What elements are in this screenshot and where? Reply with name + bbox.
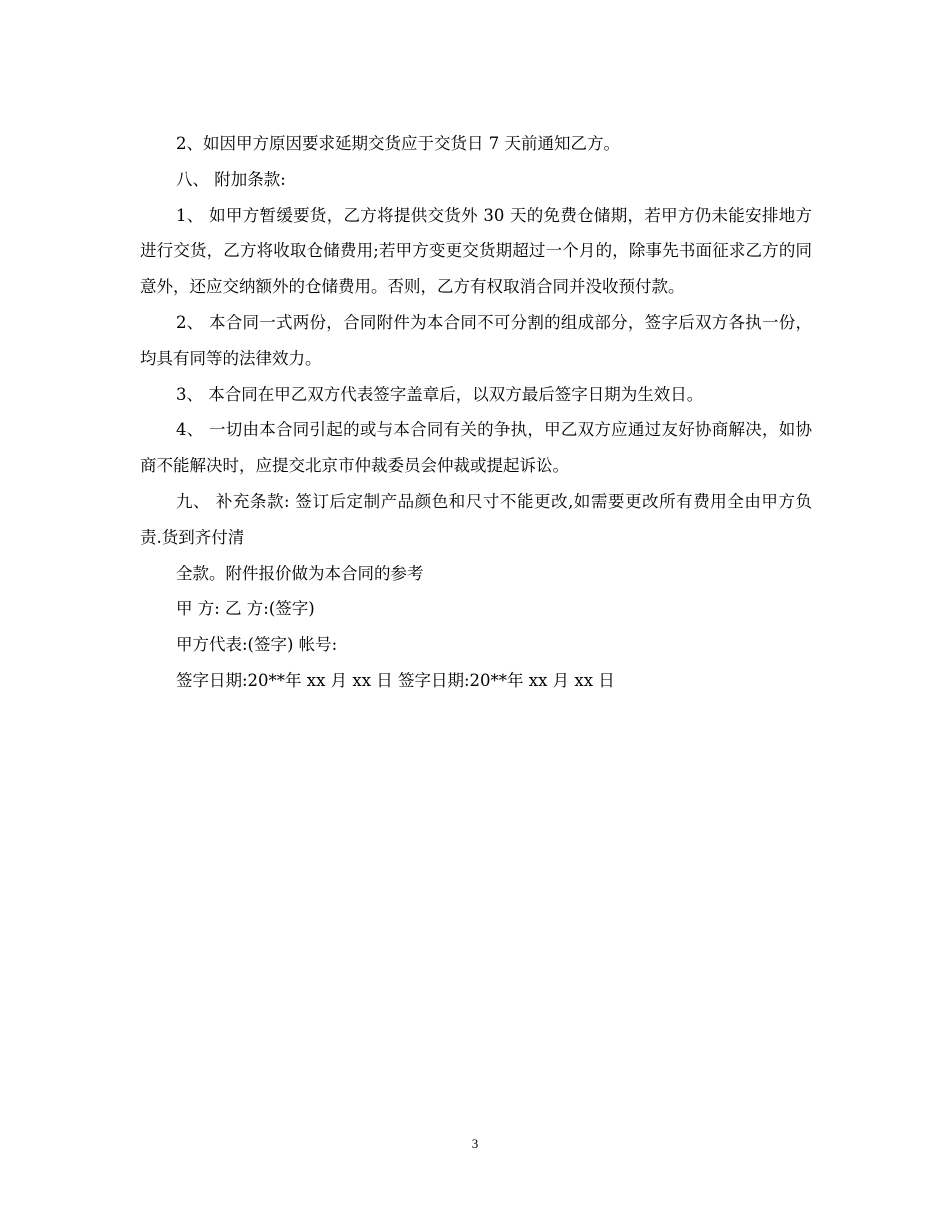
clause-copies: 2、 本合同一式两份，合同附件为本合同不可分割的组成部分，签字后双方各执一份，均具有同等的法律效力。 xyxy=(140,312,812,368)
clause-storage: 1、 如甲方暂缓要货，乙方将提供交货外 30 天的免费仓储期，若甲方仍未能安排地方进行交货，乙方将收取仓储费用;若甲方变更交货期超过一个月的，除事先书面征求乙方的同意外，还应交纳额外的仓储费用。否则，乙方有权取消合同并没收预付款。 xyxy=(140,205,812,297)
section-heading-additional-terms: 八、 附加条款: xyxy=(176,169,286,189)
section-supplementary-terms: 九、 补充条款: 签订后定制产品颜色和尺寸不能更改,如需要更改所有费用全由甲方负责.货到齐付清 xyxy=(140,491,812,547)
signature-representative: 甲方代表:(签字) 帐号: xyxy=(176,635,338,655)
clause-effective-date: 3、 本合同在甲乙双方代表签字盖章后，以双方最后签字日期为生效日。 xyxy=(176,384,704,404)
clause-dispute: 4、 一切由本合同引起的或与本合同有关的争执，甲乙双方应通过友好协商解决，如协商不能解决时，应提交北京市仲裁委员会仲裁或提起诉讼。 xyxy=(140,420,812,476)
document-body xyxy=(140,126,812,699)
supplementary-continuation: 全款。附件报价做为本合同的参考 xyxy=(176,563,424,583)
signature-parties: 甲 方: 乙 方:(签字) xyxy=(176,599,315,619)
signature-dates: 签字日期:20**年 xx 月 xx 日 签字日期:20**年 xx 月 xx 日 xyxy=(176,670,615,690)
clause-delay-notice: 2、如因甲方原因要求延期交货应于交货日 7 天前通知乙方。 xyxy=(176,134,620,153)
page-number: 3 xyxy=(471,1136,479,1151)
